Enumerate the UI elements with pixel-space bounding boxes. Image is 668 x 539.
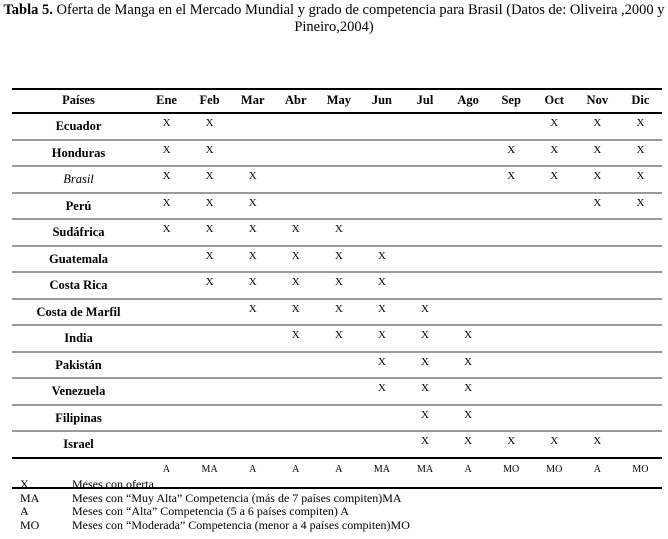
offer-mark-cell: X — [360, 272, 403, 299]
table-row — [12, 431, 662, 458]
competition-level-cell: A — [317, 458, 360, 488]
offer-mark-cell — [403, 272, 446, 299]
offer-mark-cell — [490, 405, 533, 432]
offer-mark-cell — [619, 378, 662, 405]
offer-mark-cell — [533, 193, 576, 220]
offer-mark-cell — [274, 352, 317, 379]
offer-mark-cell: X — [403, 352, 446, 379]
legend-description: Meses con oferta — [72, 477, 154, 491]
offer-mark-cell: X — [317, 219, 360, 246]
country-cell: Perú — [12, 193, 145, 220]
legend-description: Meses con “Muy Alta” Competencia (más de 7 países compiten)MA — [72, 490, 402, 505]
header-month: Sep — [490, 89, 533, 113]
offer-mark-cell — [317, 140, 360, 167]
offer-mark-cell: X — [145, 219, 188, 246]
competition-level-cell: A — [231, 458, 274, 488]
offer-mark-cell — [447, 272, 490, 299]
offer-mark-cell: X — [403, 325, 446, 352]
offer-mark-cell — [403, 246, 446, 273]
offer-mark-cell — [274, 140, 317, 167]
offer-mark-cell — [145, 246, 188, 273]
offer-mark-cell: X — [447, 352, 490, 379]
offer-mark-cell: X — [145, 193, 188, 220]
caption-label: Tabla 5. — [3, 2, 53, 18]
offer-mark-cell — [231, 325, 274, 352]
offer-mark-cell: X — [317, 246, 360, 273]
offer-mark-cell: X — [447, 431, 490, 458]
offer-mark-cell — [576, 405, 619, 432]
offer-mark-cell: X — [447, 325, 490, 352]
offer-mark-cell: X — [317, 299, 360, 326]
offer-mark-cell: X — [231, 219, 274, 246]
table-row — [12, 272, 662, 299]
country-cell: Brasil — [12, 166, 145, 193]
offer-mark-cell — [403, 113, 446, 140]
table-row — [12, 193, 662, 220]
offer-mark-cell — [447, 140, 490, 167]
offer-mark-cell — [576, 246, 619, 273]
offer-mark-cell — [188, 299, 231, 326]
offer-mark-cell: X — [317, 325, 360, 352]
offer-mark-cell — [447, 193, 490, 220]
offer-mark-cell — [231, 431, 274, 458]
offer-mark-cell — [188, 431, 231, 458]
header-month: Abr — [274, 89, 317, 113]
legend-key: MO — [20, 517, 40, 532]
legend-description: Meses con “Alta” Competencia (5 a 6 países compiten) A — [72, 504, 349, 518]
offer-mark-cell — [533, 378, 576, 405]
offer-mark-cell: X — [403, 431, 446, 458]
country-cell: Costa de Marfil — [12, 299, 145, 326]
competition-level-cell: MO — [619, 458, 662, 488]
offer-mark-cell — [576, 325, 619, 352]
offer-mark-cell: X — [533, 140, 576, 167]
offer-mark-cell — [145, 352, 188, 379]
country-cell: Guatemala — [12, 246, 145, 273]
offer-mark-cell — [403, 140, 446, 167]
offer-mark-cell — [360, 219, 403, 246]
table-row — [12, 219, 662, 246]
offer-mark-cell — [619, 431, 662, 458]
offer-mark-cell — [274, 113, 317, 140]
competition-level-cell: MA — [188, 458, 231, 488]
offer-mark-cell: X — [533, 113, 576, 140]
country-cell: Ecuador — [12, 113, 145, 140]
offer-mark-cell — [317, 352, 360, 379]
header-month: Ene — [145, 89, 188, 113]
offer-mark-cell: X — [188, 140, 231, 167]
offer-mark-cell: X — [360, 325, 403, 352]
offer-mark-cell — [533, 405, 576, 432]
offer-mark-cell: X — [188, 219, 231, 246]
offer-mark-cell — [403, 193, 446, 220]
offer-mark-cell: X — [188, 246, 231, 273]
competition-level-cell: A — [576, 458, 619, 488]
offer-mark-cell — [145, 378, 188, 405]
offer-mark-cell: X — [231, 166, 274, 193]
offer-mark-cell — [619, 219, 662, 246]
offer-mark-cell: X — [619, 140, 662, 167]
offer-mark-cell: X — [274, 219, 317, 246]
offer-mark-cell — [576, 272, 619, 299]
offer-mark-cell: X — [576, 113, 619, 140]
offer-mark-cell: X — [360, 352, 403, 379]
offer-mark-cell — [360, 193, 403, 220]
table-row — [12, 113, 662, 140]
offer-mark-cell: X — [360, 246, 403, 273]
offer-mark-cell: X — [360, 299, 403, 326]
offer-mark-cell: X — [490, 431, 533, 458]
legend-item — [20, 492, 410, 506]
offer-mark-cell — [188, 405, 231, 432]
legend-item — [20, 519, 410, 533]
header-row — [12, 89, 662, 113]
offer-mark-cell: X — [447, 405, 490, 432]
offer-mark-cell — [317, 431, 360, 458]
offer-mark-cell — [533, 325, 576, 352]
legend-key: MA — [20, 490, 40, 505]
header-month: Nov — [576, 89, 619, 113]
offer-mark-cell: X — [360, 378, 403, 405]
caption-text-line2: Pineiro,2004) — [294, 19, 374, 35]
offer-mark-cell: X — [619, 193, 662, 220]
offer-mark-cell — [447, 246, 490, 273]
offer-mark-cell — [490, 325, 533, 352]
offer-mark-cell: X — [403, 405, 446, 432]
offer-mark-cell: X — [576, 166, 619, 193]
offer-mark-cell — [274, 378, 317, 405]
offer-mark-cell — [317, 113, 360, 140]
offer-mark-cell — [576, 219, 619, 246]
offer-mark-cell — [490, 352, 533, 379]
header-month: Ago — [447, 89, 490, 113]
offer-mark-cell: X — [145, 140, 188, 167]
table-row — [12, 352, 662, 379]
offer-mark-cell — [145, 325, 188, 352]
legend-key: A — [20, 504, 29, 518]
offer-mark-cell: X — [231, 246, 274, 273]
offer-mark-cell: X — [619, 113, 662, 140]
offer-mark-cell — [490, 299, 533, 326]
offer-mark-cell: X — [403, 378, 446, 405]
offer-mark-cell — [145, 405, 188, 432]
offer-mark-cell — [231, 405, 274, 432]
offer-mark-cell — [447, 219, 490, 246]
offer-mark-cell — [490, 193, 533, 220]
offer-mark-cell — [231, 378, 274, 405]
table-row — [12, 166, 662, 193]
offer-mark-cell: X — [188, 272, 231, 299]
offer-mark-cell — [447, 113, 490, 140]
table-row — [12, 405, 662, 432]
header-month: Mar — [231, 89, 274, 113]
offer-mark-cell — [231, 140, 274, 167]
legend-description: Meses con “Moderada” Competencia (menor a 4 países compiten)MO — [72, 517, 410, 532]
country-cell: Honduras — [12, 140, 145, 167]
offer-mark-cell: X — [274, 272, 317, 299]
offer-mark-cell — [274, 431, 317, 458]
offer-mark-cell — [403, 166, 446, 193]
offer-mark-cell — [360, 166, 403, 193]
offer-mark-cell — [145, 299, 188, 326]
offer-mark-cell — [403, 219, 446, 246]
offer-mark-cell — [576, 299, 619, 326]
legend-key: X — [20, 477, 29, 491]
offer-mark-cell — [231, 352, 274, 379]
offer-mark-cell — [533, 299, 576, 326]
country-cell: Costa Rica — [12, 272, 145, 299]
competition-level-cell: A — [274, 458, 317, 488]
table-row — [12, 378, 662, 405]
table-row — [12, 299, 662, 326]
competition-level-cell: MA — [360, 458, 403, 488]
offer-mark-cell: X — [533, 431, 576, 458]
offer-mark-cell — [533, 219, 576, 246]
offer-mark-cell — [360, 113, 403, 140]
offer-mark-cell: X — [274, 299, 317, 326]
offer-mark-cell — [447, 166, 490, 193]
offer-mark-cell — [317, 405, 360, 432]
offer-mark-cell — [533, 246, 576, 273]
offer-mark-cell: X — [231, 193, 274, 220]
offer-mark-cell — [619, 272, 662, 299]
table-caption — [0, 2, 668, 36]
offer-mark-cell — [447, 299, 490, 326]
offer-mark-cell — [619, 405, 662, 432]
country-cell: India — [12, 325, 145, 352]
offer-mark-cell — [490, 272, 533, 299]
offer-mark-cell — [619, 352, 662, 379]
offer-mark-cell — [576, 378, 619, 405]
offer-mark-cell — [188, 325, 231, 352]
header-month: Oct — [533, 89, 576, 113]
offer-mark-cell — [360, 140, 403, 167]
competition-level-cell: MO — [490, 458, 533, 488]
mango-supply-table — [12, 88, 662, 489]
header-month: Dic — [619, 89, 662, 113]
offer-mark-cell: X — [317, 272, 360, 299]
table-row — [12, 246, 662, 273]
offer-mark-cell — [360, 405, 403, 432]
offer-mark-cell — [533, 352, 576, 379]
offer-mark-cell: X — [403, 299, 446, 326]
offer-mark-cell: X — [576, 140, 619, 167]
table-row — [12, 140, 662, 167]
offer-mark-cell — [145, 431, 188, 458]
offer-mark-cell: X — [231, 299, 274, 326]
offer-mark-cell — [274, 405, 317, 432]
header-month: Feb — [188, 89, 231, 113]
offer-mark-cell — [490, 219, 533, 246]
offer-mark-cell — [360, 431, 403, 458]
offer-mark-cell: X — [533, 166, 576, 193]
offer-mark-cell — [490, 113, 533, 140]
offer-mark-cell: X — [188, 166, 231, 193]
offer-mark-cell — [188, 378, 231, 405]
offer-mark-cell — [619, 299, 662, 326]
competition-level-cell: MO — [533, 458, 576, 488]
offer-mark-cell — [490, 378, 533, 405]
legend-item — [20, 478, 410, 492]
offer-mark-cell: X — [490, 140, 533, 167]
offer-mark-cell: X — [274, 325, 317, 352]
competition-level-cell: MA — [403, 458, 446, 488]
legend — [20, 478, 410, 532]
country-cell: Filipinas — [12, 405, 145, 432]
offer-mark-cell: X — [188, 193, 231, 220]
offer-mark-cell — [231, 113, 274, 140]
offer-mark-cell: X — [231, 272, 274, 299]
offer-mark-cell — [490, 246, 533, 273]
offer-mark-cell: X — [576, 431, 619, 458]
offer-mark-cell: X — [274, 246, 317, 273]
competition-level-cell: A — [145, 458, 188, 488]
header-month: Jun — [360, 89, 403, 113]
offer-mark-cell: X — [447, 378, 490, 405]
caption-text: Oferta de Manga en el Mercado Mundial y grado de competencia para Brasil (Datos de: Oliveira ,2000 y — [52, 2, 665, 18]
offer-mark-cell: X — [576, 193, 619, 220]
competition-level-cell: A — [447, 458, 490, 488]
offer-mark-cell — [317, 166, 360, 193]
table-row — [12, 325, 662, 352]
offer-mark-cell: X — [145, 113, 188, 140]
offer-mark-cell — [317, 378, 360, 405]
offer-mark-cell: X — [145, 166, 188, 193]
offer-mark-cell — [619, 325, 662, 352]
country-cell: Sudáfrica — [12, 219, 145, 246]
country-cell: Venezuela — [12, 378, 145, 405]
offer-mark-cell — [274, 193, 317, 220]
offer-mark-cell — [619, 246, 662, 273]
offer-mark-cell: X — [490, 166, 533, 193]
offer-mark-cell: X — [619, 166, 662, 193]
offer-mark-cell — [274, 166, 317, 193]
country-cell: Israel — [12, 431, 145, 458]
offer-mark-cell — [317, 193, 360, 220]
offer-mark-cell: X — [188, 113, 231, 140]
offer-mark-cell — [576, 352, 619, 379]
header-month: Jul — [403, 89, 446, 113]
offer-mark-cell — [533, 272, 576, 299]
legend-item — [20, 505, 410, 519]
header-month: May — [317, 89, 360, 113]
header-country: Países — [12, 89, 145, 113]
offer-mark-cell — [145, 272, 188, 299]
country-cell: Pakistán — [12, 352, 145, 379]
offer-mark-cell — [188, 352, 231, 379]
table-body — [12, 113, 662, 458]
